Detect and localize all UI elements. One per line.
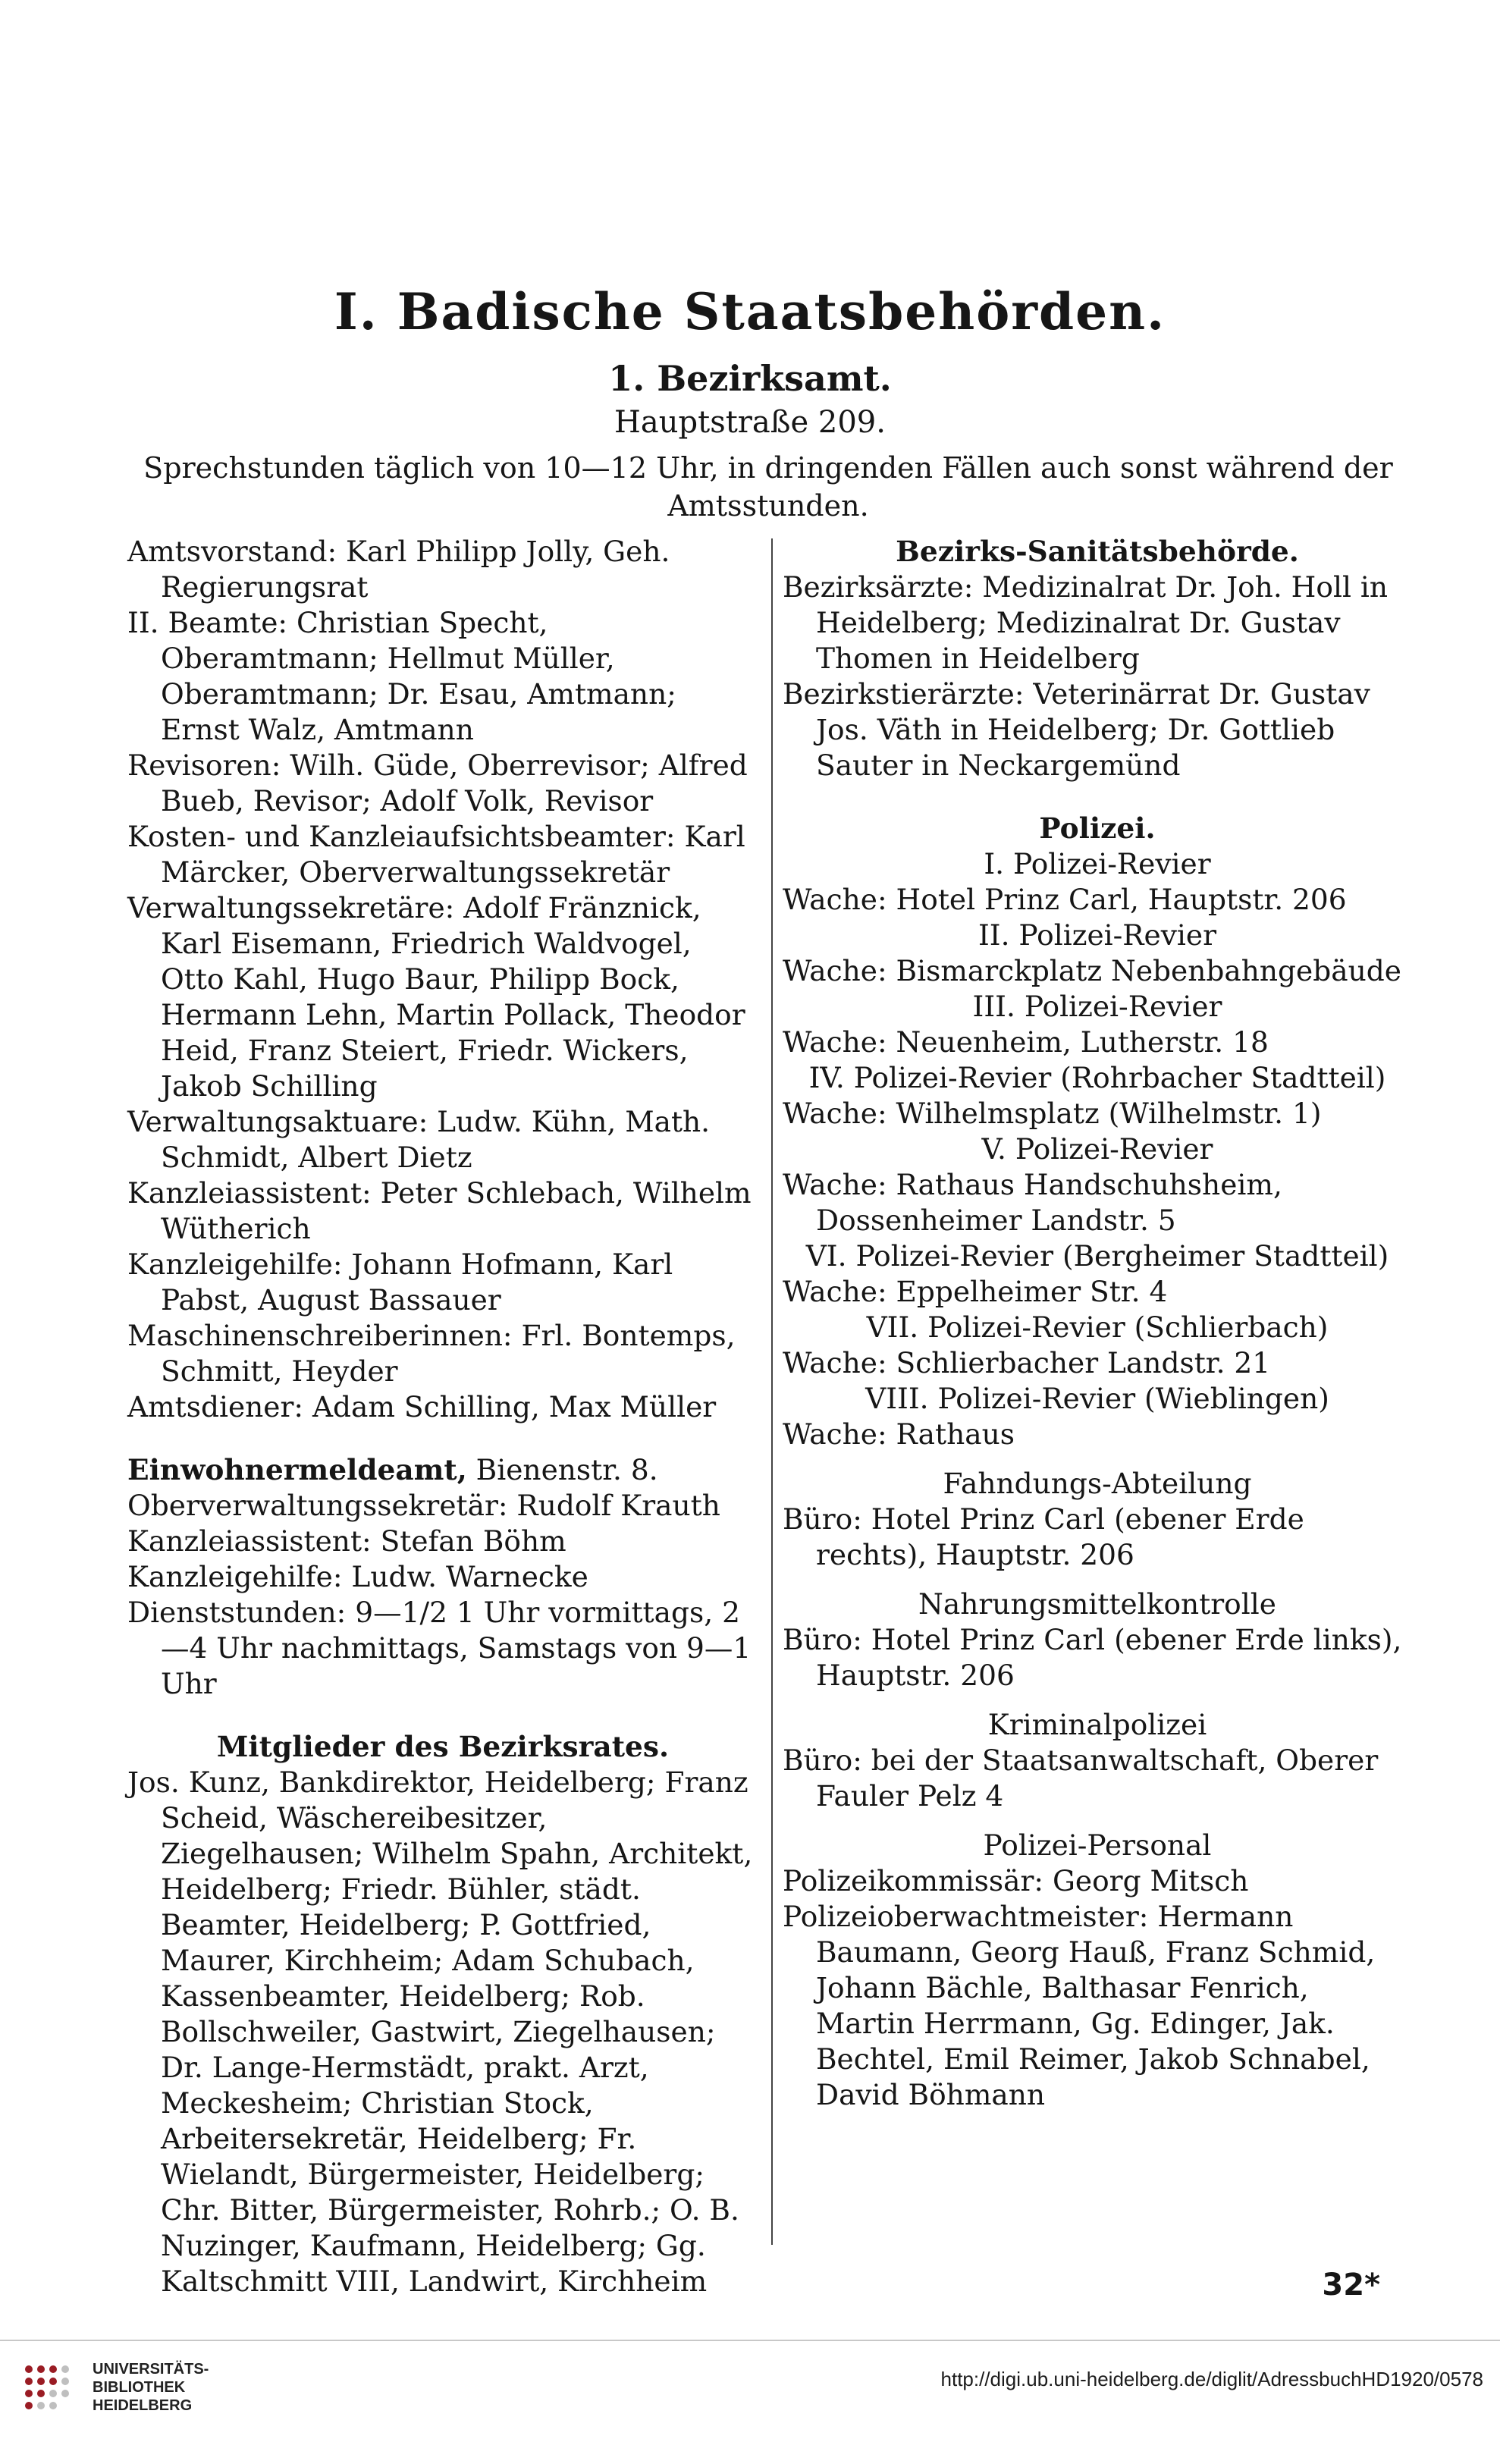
einwohner-line: Kanzleiassistent: Stefan Böhm xyxy=(127,1524,566,1558)
spacer xyxy=(127,1702,758,1729)
revier-title: V. Polizei-Revier xyxy=(981,1132,1213,1166)
entry-beamte: II. Beamte: Christian Specht, Oberamtmann; Hellmut Müller, Oberamtmann; Dr. Esau, Amtmann; Ernst Walz, Amtmann xyxy=(127,606,676,746)
spacer xyxy=(783,1452,1412,1466)
page-number: 32* xyxy=(1322,2268,1380,2302)
revier-wache: Wache: Rathaus xyxy=(783,1417,1015,1451)
revier-title: IV. Polizei-Revier (Rohrbacher Stadtteil) xyxy=(808,1061,1386,1094)
einwohnermeldeamt-address: Bienenstr. 8. xyxy=(466,1453,658,1486)
revier-wache: Wache: Rathaus Handschuhsheim, Dossenheimer Landstr. 5 xyxy=(783,1168,1282,1237)
revier-wache: Wache: Bismarckplatz Nebenbahngebäude xyxy=(783,954,1401,987)
einwohnermeldeamt-label: Einwohnermeldeamt, xyxy=(127,1453,467,1486)
revier-title: II. Polizei-Revier xyxy=(978,918,1217,952)
sanitaet-line: Bezirkstierärzte: Veterinärrat Dr. Gustav Jos. Väth in Heidelberg; Dr. Gottlieb Sauter in Neckargemünd xyxy=(783,677,1370,782)
left-column xyxy=(127,534,758,2299)
revier-wache: Wache: Hotel Prinz Carl, Hauptstr. 206 xyxy=(783,883,1347,916)
entry-kosten: Kosten- und Kanzleiaufsichtsbeamter: Karl Märcker, Oberverwaltungssekretär xyxy=(127,820,745,889)
office-hours: Sprechstunden täglich von 10—12 Uhr, in dringenden Fällen auch sonst während der Amtsstunden. xyxy=(143,451,1393,523)
revier-title: VI. Polizei-Revier (Bergheimer Stadtteil) xyxy=(805,1239,1389,1273)
library-name xyxy=(93,2360,209,2415)
entry-kanzleigehilfe: Kanzleigehilfe: Johann Hofmann, Karl Pabst, August Bassauer xyxy=(127,1248,673,1317)
revier-wache: Wache: Schlierbacher Landstr. 21 xyxy=(783,1346,1271,1380)
kriminal-text: Büro: bei der Staatsanwaltschaft, Oberer Fauler Pelz 4 xyxy=(783,1744,1379,1813)
einwohner-line: Dienststunden: 9—1/2 1 Uhr vormittags, 2—4 Uhr nachmittags, Samstags von 9—1 Uhr xyxy=(127,1596,752,1700)
footer-divider xyxy=(0,2340,1500,2341)
entry-maschinenschreiberinnen: Maschinenschreiberinnen: Frl. Bontemps, Schmitt, Heyder xyxy=(127,1319,736,1388)
sanitaet-line: Bezirksärzte: Medizinalrat Dr. Joh. Holl in Heidelberg; Medizinalrat Dr. Gustav Thomen in Heidelberg xyxy=(783,570,1389,675)
einwohnermeldeamt-heading xyxy=(127,1452,758,1488)
revier-wache: Wache: Neuenheim, Lutherstr. 18 xyxy=(783,1025,1269,1059)
section-title: 1. Bezirksamt. xyxy=(608,358,892,399)
entry-revisoren: Revisoren: Wilh. Güde, Oberrevisor; Alfred Bueb, Revisor; Adolf Volk, Revisor xyxy=(127,749,748,818)
einwohner-line: Oberverwaltungssekretär: Rudolf Krauth xyxy=(127,1489,720,1522)
nahrung-text: Büro: Hotel Prinz Carl (ebener Erde links), Hauptstr. 206 xyxy=(783,1623,1402,1692)
entry-amtsvorstand: Amtsvorstand: Karl Philipp Jolly, Geh. Regierungsrat xyxy=(127,535,670,604)
right-column xyxy=(783,534,1412,2113)
entry-verwaltungssekretaere: Verwaltungssekretäre: Adolf Fränznick, Karl Eisemann, Friedrich Waldvogel, Otto Kahl, Hugo Baur, Philipp Bock, Hermann Lehn, Martin Pollack, Theodor Heid, Franz Steiert, Friedr. Wickers, Jakob Schilling xyxy=(127,891,745,1103)
personal-title: Polizei-Personal xyxy=(983,1828,1212,1862)
library-name-line: HEIDELBERG xyxy=(93,2397,193,2414)
fahndung-title: Fahndungs-Abteilung xyxy=(943,1467,1252,1500)
entry-verwaltungsaktuare: Verwaltungsaktuare: Ludw. Kühn, Math. Schmidt, Albert Dietz xyxy=(127,1105,711,1174)
nahrung-title: Nahrungsmittelkontrolle xyxy=(918,1587,1276,1621)
revier-title: I. Polizei-Revier xyxy=(984,847,1211,880)
source-url-link[interactable]: http://digi.ub.uni-heidelberg.de/diglit/AdressbuchHD1920/0578 xyxy=(940,2368,1483,2390)
bezirksrat-members: Jos. Kunz, Bankdirektor, Heidelberg; Franz Scheid, Wäschereibesitzer, Ziegelhausen; Wilhelm Spahn, Architekt, Heidelberg; Friedr. Bühler, städt. Beamter, Heidelberg; P. Gottfried, Maurer, Kirchheim; Adam Schubach, Kassenbeamter, Heidelberg; Rob. Bollschweiler, Gastwirt, Ziegelhausen; Dr. Lange-Hermstädt, prakt. Arzt, Meckesheim; Christian Stock, Arbeitersekretär, Heidelberg; Fr. Wielandt, Bürgermeister, Heidelberg; Chr. Bitter, Bürgermeister, Rohrb.; O. B. Nuzinger, Kaufmann, Heidelberg; Gg. Kaltschmitt VIII, Landwirt, Kirchheim xyxy=(127,1766,753,2298)
entry-kanzleiassistent: Kanzleiassistent: Peter Schlebach, Wilhelm Wütherich xyxy=(127,1176,752,1245)
spacer xyxy=(127,1425,758,1452)
einwohner-line: Kanzleigehilfe: Ludw. Warnecke xyxy=(127,1560,588,1593)
personal-line: Polizeikommissär: Georg Mitsch xyxy=(783,1864,1249,1897)
bezirksrat-heading: Mitglieder des Bezirksrates. xyxy=(216,1730,670,1763)
page-title: I. Badische Staatsbehörden. xyxy=(334,282,1166,341)
revier-title: III. Polizei-Revier xyxy=(972,990,1222,1023)
column-divider xyxy=(771,538,773,2245)
footer-bar xyxy=(0,2340,1500,2464)
spacer xyxy=(783,783,1412,811)
revier-wache: Wache: Wilhelmsplatz (Wilhelmstr. 1) xyxy=(783,1097,1322,1130)
spacer xyxy=(783,1814,1412,1828)
spacer xyxy=(783,1693,1412,1707)
entry-amtsdiener: Amtsdiener: Adam Schilling, Max Müller xyxy=(127,1390,717,1423)
personal-line: Polizeioberwachtmeister: Hermann Baumann, Georg Hauß, Franz Schmid, Johann Bächle, Balthasar Fenrich, Martin Herrmann, Gg. Edinger, Jak. Bechtel, Emil Reimer, Jakob Schnabel, David Böhmann xyxy=(783,1900,1376,2111)
spacer xyxy=(783,1573,1412,1587)
fahndung-text: Büro: Hotel Prinz Carl (ebener Erde rechts), Hauptstr. 206 xyxy=(783,1502,1304,1571)
polizei-heading: Polizei. xyxy=(1039,811,1156,845)
revier-wache: Wache: Eppelheimer Str. 4 xyxy=(783,1275,1168,1308)
section-address: Hauptstraße 209. xyxy=(614,405,886,440)
university-library-logo-icon[interactable] xyxy=(18,2359,83,2424)
library-name-line: BIBLIOTHEK xyxy=(93,2379,186,2396)
revier-title: VIII. Polizei-Revier (Wieblingen) xyxy=(865,1382,1329,1415)
kriminal-title: Kriminalpolizei xyxy=(987,1708,1207,1741)
revier-title: VII. Polizei-Revier (Schlierbach) xyxy=(866,1310,1329,1344)
library-name-line: UNIVERSITÄTS- xyxy=(93,2361,209,2378)
sanitaet-heading: Bezirks-Sanitätsbehörde. xyxy=(896,535,1299,568)
